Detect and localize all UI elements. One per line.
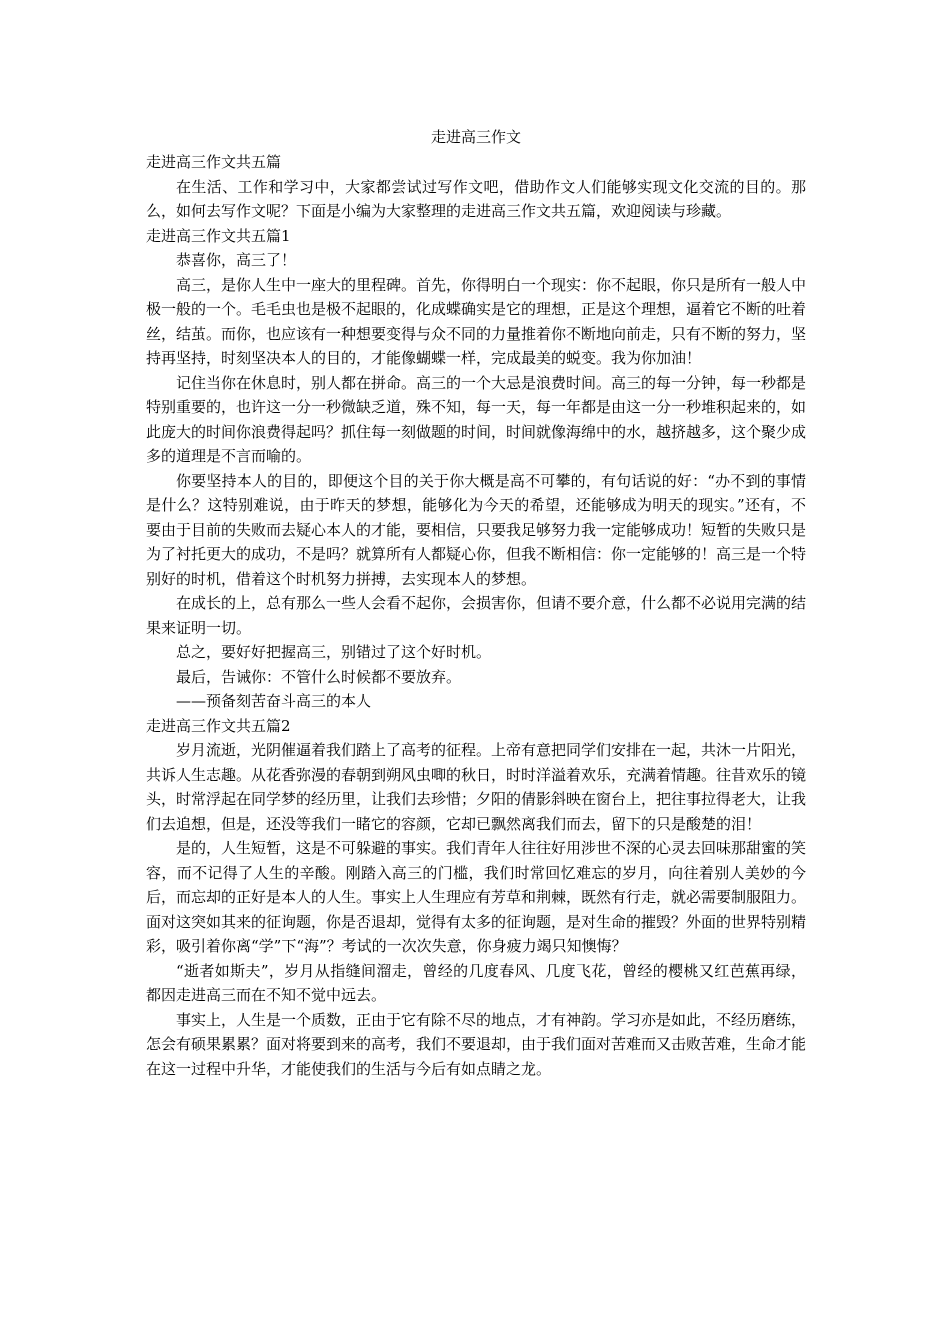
document-title: 走进高三作文 bbox=[430, 128, 521, 146]
section-1-heading: 走进高三作文共五篇1 bbox=[146, 226, 291, 245]
document-page bbox=[146, 124, 806, 1081]
section-2-paragraph: 岁月流逝，光阴催逼着我们踏上了高考的征程。上帝有意把同学们安排在一起，共沐一片阳光，共诉人生志趣。从花香弥漫的春朝到朔风虫唧的秋日，时时洋溢着欢乐，充满着情趣。往昔欢乐的镜头，时常浮起在同学梦的经历里，让我们去珍惜；夕阳的倩影斜映在窗台上，把往事拉得老大，让我们去追想，但是，还没等我们一睹它的容颜，它却已飘然离我们而去，留下的只是酸楚的泪！ bbox=[146, 741, 807, 833]
section-2-paragraph: 事实上，人生是一个质数，正由于它有除不尽的地点，才有神韵。学习亦是如此，不经历磨练，怎会有硕果累累？面对将要到来的高考，我们不要退却，由于我们面对苦难而又击败苦难，生命才能在这一过程中升华，才能使我们的生活与今后有如点睛之龙。 bbox=[146, 1010, 807, 1078]
section-1-paragraph: 高三，是你人生中一座大的里程碑。首先，你得明白一个现实：你不起眼，你只是所有一般人中极一般的一个。毛毛虫也是极不起眼的，化成蝶确实是它的理想，正是这个理想，逼着它不断的吐着丝，结茧。而你，也应该有一种想要变得与众不同的力量推着你不断地向前走，只有不断的努力，坚持再坚持，时刻坚决本人的目的，才能像蝴蝶一样，完成最美的蜕变。我为你加油！ bbox=[146, 275, 807, 367]
section-2-heading: 走进高三作文共五篇2 bbox=[146, 716, 291, 735]
section-2-paragraph: 是的，人生短暂，这是不可躲避的事实。我们青年人往往好用涉世不深的心灵去回味那甜蜜的笑容，而不记得了人生的辛酸。刚踏入高三的门槛，我们时常回忆难忘的岁月，向往着别人美妙的今后，而忘却的正好是本人的人生。事实上人生理应有芳草和荆棘，既然有行走，就必需要制服阻力。面对这突如其来的征询题，你是否退却，觉得有太多的征询题，是对生命的摧毁？外面的世界特别精彩，吸引着你离“学”下“海”？考试的一次次失意，你身疲力竭只知懊悔？ bbox=[146, 839, 807, 955]
section-1-paragraph: 在成长的上，总有那么一些人会看不起你，会损害你，但请不要介意，什么都不必说用完满的结果来证明一切。 bbox=[146, 594, 807, 637]
section-1-paragraph: 总之，要好好把握高三，别错过了这个好时机。 bbox=[176, 643, 492, 661]
main-heading: 走进高三作文共五篇 bbox=[146, 153, 282, 171]
intro-paragraph: 在生活、工作和学习中，大家都尝试过写作文吧，借助作文人们能够实现文化交流的目的。那么，如何去写作文呢？下面是小编为大家整理的走进高三作文共五篇，欢迎阅读与珍藏。 bbox=[146, 177, 806, 220]
section-1-paragraph: 恭喜你，高三了！ bbox=[176, 251, 297, 269]
section-1-paragraph: 最后，告诫你：不管什么时候都不要放弃。 bbox=[176, 667, 462, 686]
section-2-paragraph: “逝者如斯夫”，岁月从指缝间溜走，曾经的几度春风、几度飞花，曾经的樱桃又红芭蕉再绿，都因走进高三而在不知不觉中远去。 bbox=[146, 961, 806, 1004]
section-1-signature: ——预备刻苦奋斗高三的本人 bbox=[176, 692, 372, 710]
section-1-paragraph: 记住当你在休息时，别人都在拼命。高三的一个大忌是浪费时间。高三的每一分钟，每一秒都是特别重要的，也许这一分一秒微缺乏道，殊不知，每一天，每一年都是由这一分一秒堆积起来的，如此庞大的时间你浪费得起吗？抓住每一刻做题的时间，时间就像海绵中的水，越挤越多，这个聚少成多的道理是不言而喻的。 bbox=[146, 373, 807, 465]
section-1-paragraph: 你要坚持本人的目的，即便这个目的关于你大概是高不可攀的，有句话说的好：“办不到的事情是什么？这特别难说，由于昨天的梦想，能够化为今天的希望，还能够成为明天的现实。”还有，不要由于目前的失败而去疑心本人的才能，要相信，只要我足够努力我一定能够成功！短暂的失败只是为了衬托更大的成功，不是吗？就算所有人都疑心你，但我不断相信：你一定能够的！高三是一个特别好的时机，借着这个时机努力拼搏，去实现本人的梦想。 bbox=[146, 471, 807, 588]
